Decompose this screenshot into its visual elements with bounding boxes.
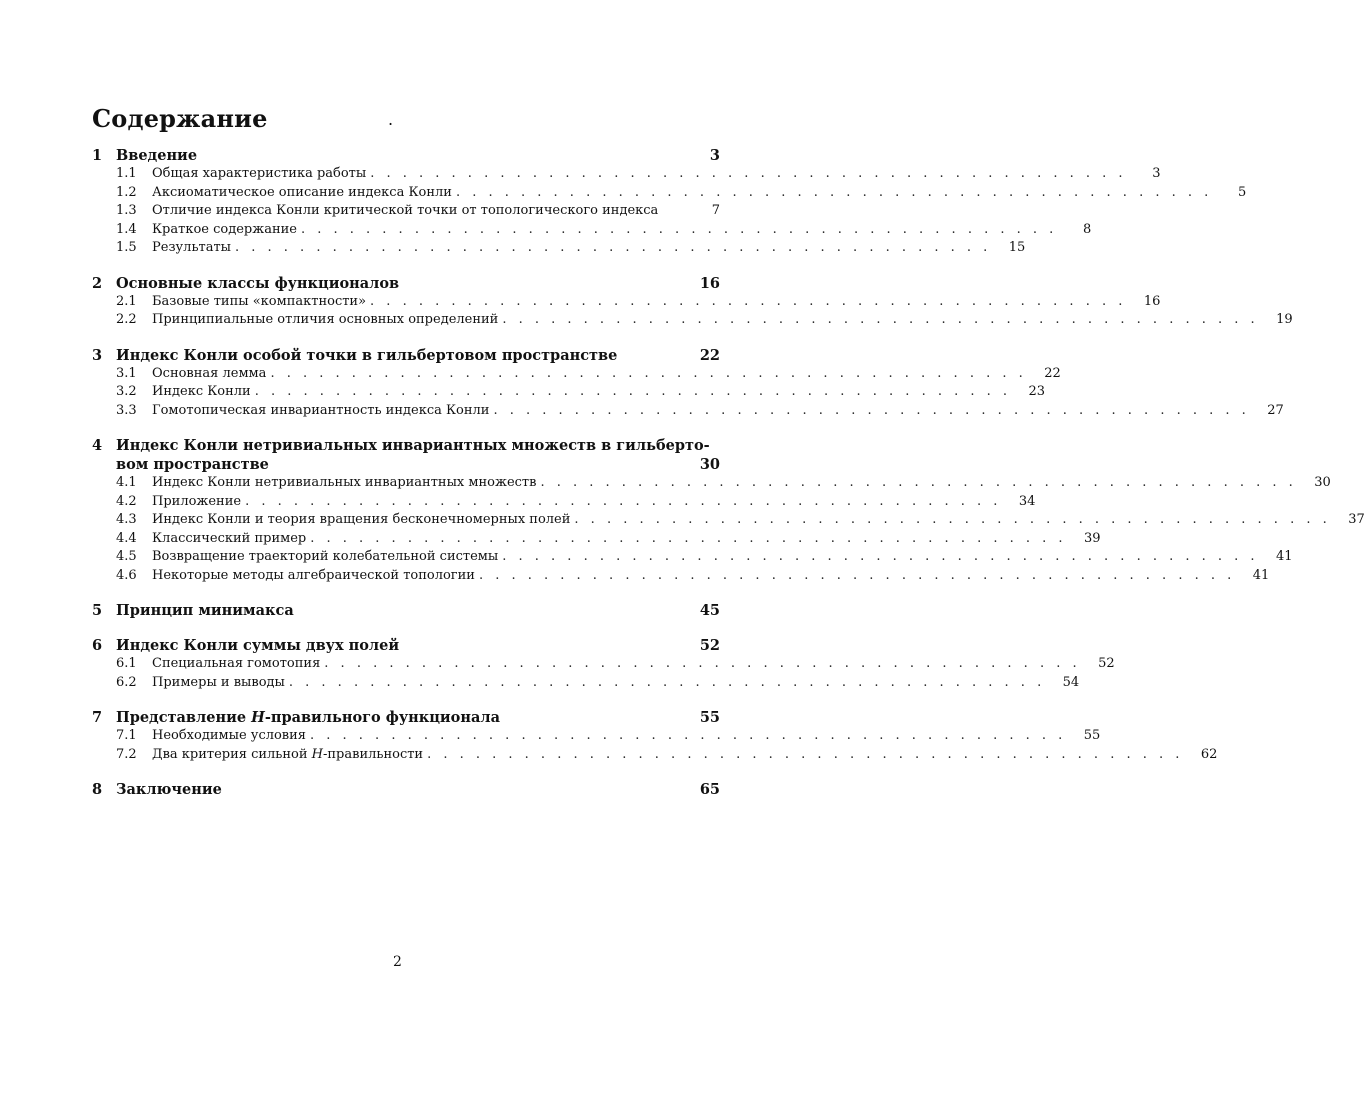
chapter-heading[interactable] [92, 636, 720, 655]
leader-dots: . . . . . . . . . . . . . . . . . . . . . . . . . . . . . . . . . . . . . . . . . . . . . . . [300, 221, 1058, 237]
toc-section[interactable] [92, 383, 1046, 402]
section-title-pre: Два критерия сильной [152, 746, 312, 762]
section-page: 39 [1084, 530, 1101, 546]
toc-section[interactable] [92, 548, 1293, 567]
toc-section[interactable] [92, 511, 1365, 530]
title-dot: . [388, 110, 394, 129]
section-title: Принципиальные отличия основных определений [152, 312, 499, 327]
section-number: 6.2 [116, 674, 137, 690]
section-title: Отличие индекса Конли критической точки от топологического индекса [152, 203, 659, 218]
leader-dots: . . . . . . . . . . . . . . . . . . . . . . . . . . . . . . . . . . . . . . . . . . . . . . . [324, 656, 1081, 671]
section-number: 1.3 [116, 203, 137, 218]
section-page: 16 [1143, 293, 1161, 309]
section-number: 3.1 [116, 365, 137, 381]
leader-dots: . . . . . . . . . . . . . . . . . . . . . . . . . . . . . . . . . . . . . . . . . . . . . . . [478, 567, 1236, 583]
toc-section[interactable] [92, 474, 1331, 493]
chapter-heading[interactable] [92, 601, 720, 620]
chapter-3 [92, 346, 1284, 421]
section-number: 4.6 [116, 567, 137, 583]
chapter-title-var: H [251, 709, 265, 726]
section-number: 2.2 [116, 312, 137, 327]
chapter-page: 3 [709, 147, 720, 164]
chapter-7 [92, 708, 1218, 764]
section-page: 41 [1252, 567, 1270, 583]
section-number: 3.3 [116, 402, 137, 418]
section-page: 15 [1008, 240, 1026, 255]
chapter-heading[interactable] [92, 274, 720, 293]
section-title: Классический пример [152, 530, 307, 546]
leader-dots: . . . . . . . . . . . . . . . . . . . . . . . . . . . . . . . . . . . . . . . . . . . . . . . [288, 674, 1046, 690]
section-title: Индекс Конли нетривиальных инвариантных множеств [152, 475, 537, 490]
section-number: 6.1 [116, 656, 137, 671]
section-number: 4.5 [116, 549, 137, 564]
chapter-heading[interactable] [92, 708, 720, 727]
section-number: 1.4 [116, 221, 137, 237]
leader-dots: . . . . . . . . . . . . . . . . . . . . . . . . . . . . . . . . . . . . . . . . . . . . . . . [235, 240, 992, 255]
section-title: Краткое содержание [152, 221, 297, 237]
chapter-title-pre: Представление [116, 709, 252, 726]
chapter-title [116, 708, 688, 727]
chapter-number: 5 [92, 602, 103, 619]
toc-section[interactable] [92, 311, 1293, 330]
chapter-number: 1 [92, 147, 103, 164]
chapter-page: 30 [699, 456, 720, 473]
toc-section[interactable] [92, 239, 1026, 258]
page-number: 2 [393, 954, 402, 970]
chapter-title: Основные классы функционалов [116, 274, 400, 292]
chapter-1 [92, 146, 1247, 258]
chapter-heading[interactable] [92, 436, 720, 455]
toc-section[interactable] [92, 293, 1161, 312]
chapter-title: Индекс Конли особой точки в гильбертовом пространстве [116, 346, 618, 364]
section-page: 22 [1044, 365, 1061, 381]
section-title: Индекс Конли [152, 384, 251, 399]
chapter-title: Принцип минимакса [116, 602, 294, 619]
chapter-number: 3 [92, 346, 103, 364]
section-number: 4.1 [116, 475, 137, 490]
chapter-number: 6 [92, 637, 103, 654]
page-title: Содержание [92, 104, 268, 133]
section-page: 62 [1200, 746, 1218, 762]
section-title: Результаты [152, 240, 231, 255]
leader-dots: . . . . . . . . . . . . . . . . . . . . . . . . . . . . . . . . . . . . . . . . . . . . . . . [574, 512, 1331, 527]
section-number: 7.1 [116, 728, 137, 743]
leader-dots: . . . . . . . . . . . . . . . . . . . . . . . . . . . . . . . . . . . . . . . . . . . . . . . [245, 493, 1002, 509]
leader-dots: . . . . . . . . . . . . . . . . . . . . . . . . . . . . . . . . . . . . . . . . . . . . . . . [502, 549, 1259, 564]
chapter-heading[interactable] [92, 780, 720, 799]
section-page: 8 [1083, 221, 1092, 237]
section-title: Базовые типы «компактности» [152, 293, 367, 309]
chapter-title: Индекс Конли суммы двух полей [116, 637, 400, 654]
leader-dots: . . . . . . . . . . . . . . . . . . . . . . . . . . . . . . . . . . . . . . . . . . . . . . . [370, 166, 1127, 181]
section-title: Основная лемма [152, 365, 267, 381]
leader-dots: . . . . . . . . . . . . . . . . . . . . . . . . . . . . . . . . . . . . . . . . . . . . . . . [370, 293, 1127, 309]
leader-dots: . . . . . . . . . . . . . . . . . . . . . . . . . . . . . . . . . . . . . . . . . . . . . . . [502, 312, 1259, 327]
section-page: 54 [1062, 674, 1080, 690]
section-title: Примеры и выводы [152, 674, 285, 690]
chapter-page: 16 [699, 274, 720, 292]
chapter-4 [92, 436, 1365, 585]
chapter-number: 2 [92, 274, 103, 292]
chapter-heading-continued[interactable] [92, 455, 720, 474]
section-page: 23 [1028, 384, 1046, 399]
toc-section[interactable] [92, 674, 1080, 693]
toc-section[interactable] [92, 402, 1284, 421]
toc-section[interactable] [92, 493, 1036, 512]
toc-section[interactable] [92, 165, 1161, 184]
chapter-number: 8 [92, 781, 103, 798]
section-page: 30 [1314, 475, 1331, 490]
chapter-page: 65 [699, 781, 720, 798]
leader-dots: . . . . . . . . . . . . . . . . . . . . . . . . . . . . . . . . . . . . . . . . . . . . . . . [493, 402, 1250, 418]
section-title-post: -правильности [323, 746, 424, 762]
section-number: 1.1 [116, 166, 137, 181]
section-title: Гомотопическая инвариантность индекса Конли [152, 402, 490, 418]
section-number: 4.4 [116, 530, 137, 546]
toc-section[interactable] [92, 202, 720, 221]
leader-dots: . . . . . . . . . . . . . . . . . . . . . . . . . . . . . . . . . . . . . . . . . . . . . . . [455, 184, 1213, 200]
section-number: 7.2 [116, 746, 137, 762]
section-page: 3 [1152, 166, 1161, 181]
chapter-title: Введение [116, 147, 198, 164]
leader-dots: . . . . . . . . . . . . . . . . . . . . . . . . . . . . . . . . . . . . . . . . . . . . . . . [540, 475, 1297, 490]
chapter-page: 22 [699, 346, 720, 364]
toc-section[interactable] [92, 221, 1092, 240]
section-title: Общая характеристика работы [152, 166, 367, 181]
section-title: Специальная гомотопия [152, 656, 321, 671]
toc-section[interactable] [92, 530, 1101, 549]
chapter-title-post: -правильного функционала [264, 709, 500, 726]
toc-section[interactable] [92, 567, 1270, 586]
toc-section[interactable] [92, 365, 1061, 384]
table-of-contents [92, 146, 1365, 815]
section-page: 37 [1348, 512, 1365, 527]
toc-section[interactable] [92, 727, 1101, 746]
section-page: 41 [1276, 549, 1293, 564]
toc-section[interactable] [92, 655, 1115, 674]
toc-section[interactable] [92, 746, 1218, 765]
chapter-5 [92, 601, 720, 620]
leader-dots: . . . . . . . . . . . . . . . . . . . . . . . . . . . . . . . . . . . . . . . . . . . . . . . [310, 530, 1067, 546]
section-page: 55 [1083, 728, 1101, 743]
leader-dots: . . . . . . . . . . . . . . . . . . . . . . . . . . . . . . . . . . . . . . . . . . . . . . . [254, 384, 1012, 399]
chapter-page: 45 [699, 602, 720, 619]
section-number: 3.2 [116, 384, 137, 399]
chapter-title: Заключение [116, 781, 222, 798]
chapter-title-line1: Индекс Конли нетривиальных инвариантных множеств в гильберто- [116, 437, 710, 454]
section-title: Приложение [152, 493, 242, 509]
leader-dots: . . . . . . . . . . . . . . . . . . . . . . . . . . . . . . . . . . . . . . . . . . . . . . . [270, 365, 1027, 381]
leader-dots: . . . . . . . . . . . . . . . . . . . . . . . . . . . . . . . . . . . . . . . . . . . . . . . [310, 728, 1067, 743]
section-page: 19 [1276, 312, 1293, 327]
chapter-heading[interactable] [92, 346, 720, 365]
section-page: 27 [1267, 402, 1284, 418]
section-number: 1.2 [116, 184, 137, 200]
section-title: Возвращение траекторий колебательной системы [152, 549, 499, 564]
section-number: 2.1 [116, 293, 137, 309]
section-page: 52 [1098, 656, 1115, 671]
section-number: 1.5 [116, 240, 137, 255]
toc-section[interactable] [92, 184, 1247, 203]
section-title: Индекс Конли и теория вращения бесконечномерных полей [152, 512, 571, 527]
chapter-8 [92, 780, 720, 799]
chapter-heading[interactable] [92, 146, 720, 165]
section-title: Аксиоматическое описание индекса Конли [152, 184, 452, 200]
leader-dots: . . . . . . . . . . . . . . . . . . . . . . . . . . . . . . . . . . . . . . . . . . . . . . . [427, 746, 1184, 762]
chapter-number: 7 [92, 709, 103, 726]
section-page: 7 [711, 203, 720, 218]
section-title-var: H [311, 746, 323, 762]
chapter-page: 55 [699, 709, 720, 726]
chapter-2 [92, 274, 1293, 330]
section-title: Необходимые условия [152, 728, 306, 743]
chapter-page: 52 [699, 637, 720, 654]
section-number: 4.2 [116, 493, 137, 509]
section-page: 34 [1018, 493, 1036, 509]
chapter-number: 4 [92, 437, 103, 454]
section-title: Некоторые методы алгебраической топологии [152, 567, 475, 583]
section-number: 4.3 [116, 512, 137, 527]
chapter-title-line2: вом пространстве [116, 456, 269, 473]
section-page: 5 [1237, 184, 1247, 200]
section-title [152, 746, 423, 765]
chapter-6 [92, 636, 1115, 692]
